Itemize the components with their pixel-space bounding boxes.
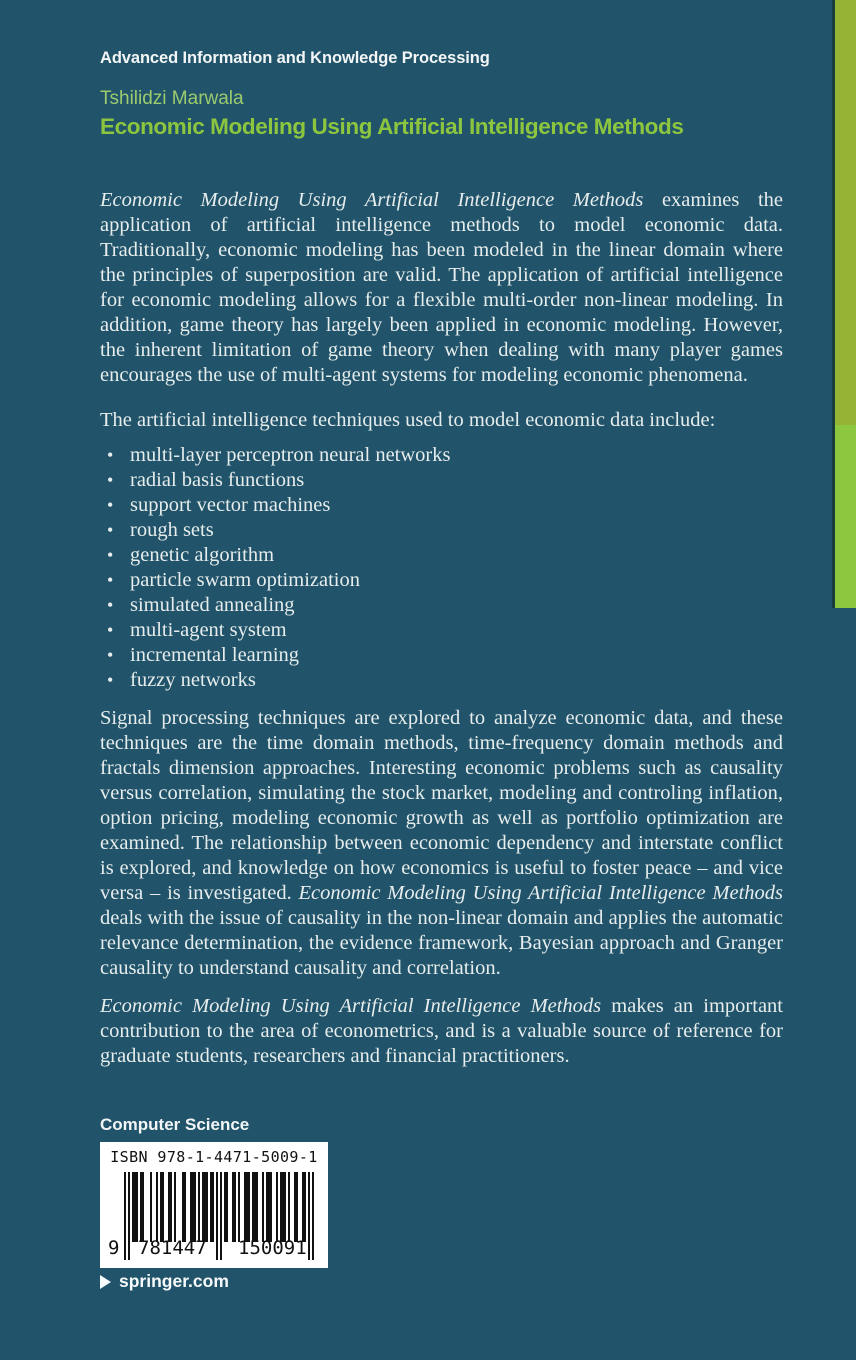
bullet-item: • fuzzy networks <box>100 668 783 693</box>
barcode-bar <box>142 1172 144 1242</box>
synopsis-paragraph-2: Signal processing techniques are explored to analyze economic data, and these techniques are the time domain methods, time-frequency domain methods and fractals dimension approaches. Interesting economic problems such as causality versus correlation, simulating the stock market, modeling and controling inflation, option pricing, modeling economic growth as well as portfolio optimization are examined. The relationship between economic dependency and interstate conflict is explored, and knowledge on how economics is useful to foster peace – and vice versa – is investigated. Economic Modeling Using Artificial Intelligence Methods deals with the issue of causality in the non-linear domain and applies the automatic relevance determination, the evidence framework, Bayesian approach and Granger causality to understand causality and correlation. <box>100 707 784 979</box>
barcode-bar <box>262 1172 264 1242</box>
barcode-bar <box>174 1172 176 1242</box>
play-triangle-icon <box>100 1275 111 1289</box>
techniques-list <box>100 443 783 693</box>
bullet-item: • genetic algorithm <box>100 543 783 568</box>
barcode-bar <box>156 1172 158 1242</box>
barcode-bar <box>206 1172 208 1242</box>
series-title: Advanced Information and Knowledge Processing <box>100 49 490 67</box>
barcode-bar <box>212 1172 214 1242</box>
publisher-url: springer.com <box>119 1271 229 1291</box>
synopsis-paragraph-3: Economic Modeling Using Artificial Intelligence Methods makes an important contribution to the area of econometrics, and is a valuable source of reference for graduate students, researchers and financial practitioners. <box>100 995 783 1067</box>
publisher-brand <box>100 1271 229 1292</box>
barcode-bar <box>288 1172 290 1242</box>
bullet-item: • rough sets <box>100 518 783 543</box>
barcode-bar <box>162 1172 164 1242</box>
bullet-item: • multi-layer perceptron neural networks <box>100 443 783 468</box>
bullet-item: • support vector machines <box>100 493 783 518</box>
back-cover-text <box>100 188 783 1069</box>
barcode-bar <box>226 1172 228 1242</box>
barcode-bar <box>284 1172 286 1242</box>
ean-digit-group: 150091 <box>238 1237 307 1259</box>
barcode-bar <box>270 1172 272 1242</box>
isbn-barcode-panel <box>100 1142 328 1268</box>
barcode-bar <box>136 1172 138 1242</box>
subject-category: Computer Science <box>100 1115 250 1134</box>
bullet-item: • multi-agent system <box>100 618 783 643</box>
barcode-bar <box>184 1172 186 1242</box>
bullet-item: • simulated annealing <box>100 593 783 618</box>
techniques-list-intro: The artificial intelligence techniques used to model economic data include: <box>100 409 716 431</box>
ean-digits <box>100 1237 328 1261</box>
accent-bar-top <box>835 0 856 425</box>
bullet-item: • incremental learning <box>100 643 783 668</box>
barcode-bar <box>194 1172 196 1242</box>
barcode-bar <box>296 1172 298 1242</box>
author-name: Tshilidzi Marwala <box>100 88 244 109</box>
barcode-bar <box>198 1172 200 1242</box>
barcode-bar <box>234 1172 236 1242</box>
barcode-bar <box>304 1172 306 1242</box>
book-title: Economic Modeling Using Artificial Intelligence Methods <box>100 114 684 139</box>
barcode-bar <box>248 1172 250 1242</box>
ean-digit-group: 9 <box>108 1237 120 1259</box>
barcode-bar <box>170 1172 172 1242</box>
accent-bar-bottom <box>835 425 856 608</box>
bullet-item: • particle swarm optimization <box>100 568 783 593</box>
synopsis-paragraph-1: Economic Modeling Using Artificial Intelligence Methods examines the application of artificial intelligence methods to model economic data. Traditionally, economic modeling has been modeled in the linear domain where the principles of superposition are valid. The application of artificial intelligence for economic modeling allows for a flexible multi-order non-linear modeling. In addition, game theory has largely been applied in economic modeling. However, the inherent limitation of game theory when dealing with many player games encourages the use of multi-agent systems for modeling economic phenomena. <box>100 189 783 386</box>
barcode-bar <box>256 1172 258 1242</box>
barcode-bar <box>276 1172 278 1242</box>
isbn-number: ISBN 978-1-4471-5009-1 <box>110 1148 318 1166</box>
barcode-bar <box>238 1172 240 1242</box>
bullet-item: • radial basis functions <box>100 468 783 493</box>
barcode-bar <box>150 1172 152 1242</box>
ean-digit-group: 781447 <box>138 1237 207 1259</box>
